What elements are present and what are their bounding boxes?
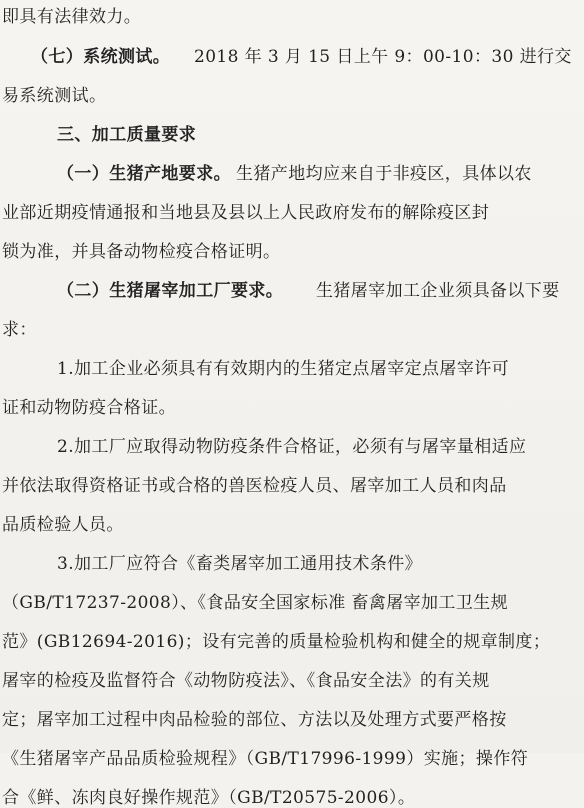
requirement-3-text-6: 《生猪屠宰产品品质检验规程》（GB/T17996-1999）实施；操作符	[2, 749, 529, 769]
origin-requirements-text-3: 锁为准，并具备动物检疫合格证明。	[2, 242, 281, 262]
section-7-text-continued: 易系统测试。	[2, 86, 107, 106]
requirement-3-text-5: 定；屠宰加工过程中肉品检验的部位、方法以及处理方式要严格按	[2, 710, 507, 730]
requirement-3-text: 3.加工厂应符合《畜类屠宰加工通用技术条件》	[57, 554, 423, 574]
requirement-3-text-3: 范》(GB12694-2016)；设有完善的质量检验机构和健全的规章制度；	[2, 632, 551, 652]
section-7-heading: （七）系统测试。	[31, 47, 171, 67]
requirement-3-text-2: （GB/T17237-2008）、《食品安全国家标准 畜禽屠宰加工卫生规	[2, 593, 509, 613]
origin-requirements-text: 生猪产地均应来自于非疫区，具体以农	[236, 164, 532, 184]
requirement-3-text-7: 合《鲜、冻肉良好操作规范》（GB/T20575-2006）。	[2, 788, 416, 808]
origin-requirements-text-2: 业部近期疫情通报和当地县及县以上人民政府发布的解除疫区封	[2, 203, 490, 223]
plant-requirements-text-2: 求：	[2, 320, 37, 340]
plant-requirements-text: 生猪屠宰加工企业须具备以下要	[316, 281, 560, 301]
origin-requirements-heading: （一）生猪产地要求。	[57, 164, 231, 184]
plant-requirements-heading: （二）生猪屠宰加工厂要求。	[57, 281, 284, 301]
requirement-3-text-4: 屠宰的检疫及监督符合《动物防疫法》、《食品安全法》的有关规	[2, 671, 490, 691]
requirement-2-text-3: 品质检验人员。	[2, 515, 124, 535]
text-line-intro: 即具有法律效力。	[2, 7, 142, 27]
requirement-1-text-2: 证和动物防疫合格证。	[2, 398, 176, 418]
section-7-text: 2018 年 3 月 15 日上午 9：00-10：30 进行交	[194, 47, 572, 67]
quality-requirements-heading: 三、加工质量要求	[57, 125, 197, 145]
requirement-1-text: 1.加工企业必须具有有效期内的生猪定点屠宰定点屠宰许可	[57, 359, 510, 379]
requirement-2-text-2: 并依法取得资格证书或合格的兽医检疫人员、屠宰加工人员和肉品	[2, 476, 507, 496]
requirement-2-text: 2.加工厂应取得动物防疫条件合格证，必须有与屠宰量相适应	[57, 437, 527, 457]
